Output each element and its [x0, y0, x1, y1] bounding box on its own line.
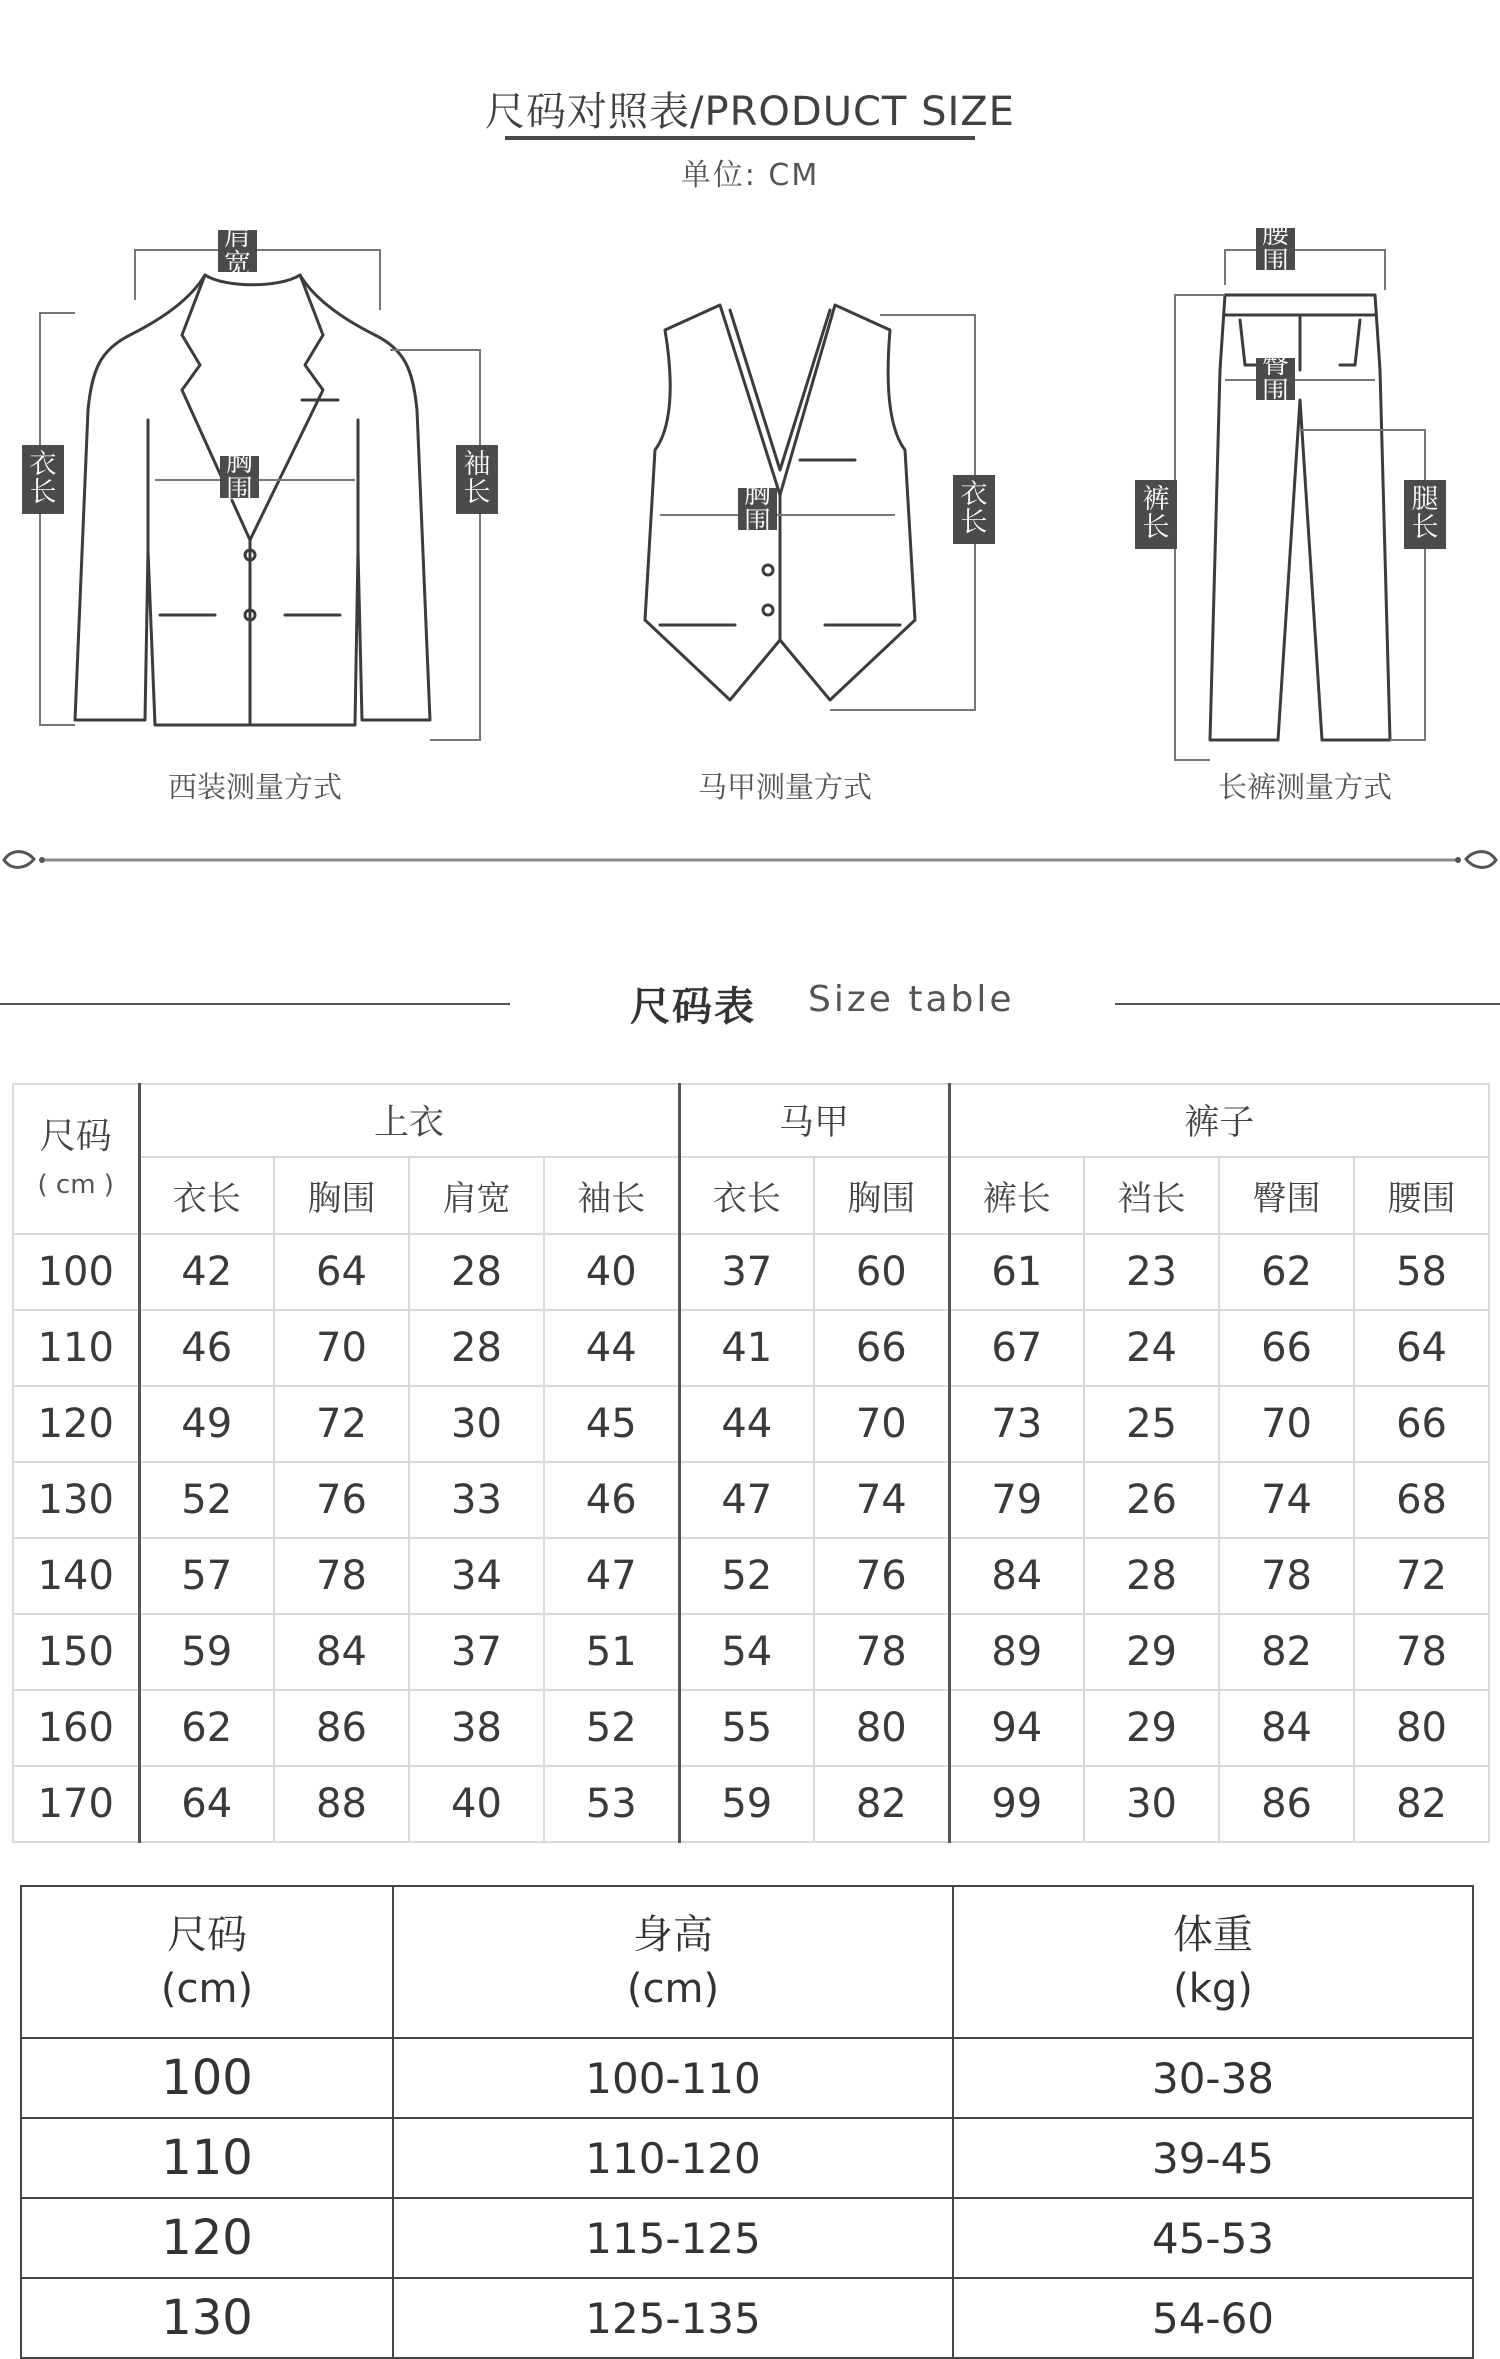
- size-table-title-cn: 尺码表: [630, 984, 756, 1030]
- table-cell: 86: [274, 1690, 409, 1766]
- height-cell: 115-125: [393, 2198, 953, 2278]
- height-cell: 125-135: [393, 2278, 953, 2358]
- table-cell: 84: [949, 1538, 1084, 1614]
- table-row: [13, 1462, 1489, 1538]
- subheader-cell: 胸围: [814, 1157, 949, 1234]
- height-cell: 110-120: [393, 2118, 953, 2198]
- size-cell: 150: [13, 1614, 139, 1690]
- table-cell: 78: [814, 1614, 949, 1690]
- subheader-cell: 肩宽: [409, 1157, 544, 1234]
- suit-length-label: 衣长: [22, 445, 64, 514]
- table-cell: 40: [409, 1766, 544, 1842]
- weight-cell: 30-38: [953, 2038, 1473, 2118]
- table-cell: 60: [814, 1234, 949, 1310]
- table-cell: 54: [679, 1614, 814, 1690]
- table-row: [13, 1614, 1489, 1690]
- table-cell: 34: [409, 1538, 544, 1614]
- leg-length-label: 腿长: [1404, 480, 1446, 549]
- size-cell: 130: [13, 1462, 139, 1538]
- table-cell: 62: [139, 1690, 274, 1766]
- size-header: 尺码 (cm): [21, 1886, 393, 2038]
- table-row: [21, 2278, 1473, 2358]
- divider-ornament-icon: [0, 845, 1500, 875]
- table-row: [13, 1386, 1489, 1462]
- table-cell: 37: [409, 1614, 544, 1690]
- table-cell: 72: [274, 1386, 409, 1462]
- size-table-title-en: Size table: [808, 979, 1015, 1020]
- table-cell: 58: [1354, 1234, 1489, 1310]
- table-cell: 86: [1219, 1766, 1354, 1842]
- table-cell: 84: [1219, 1690, 1354, 1766]
- table-cell: 47: [679, 1462, 814, 1538]
- subheader-row: [13, 1157, 1489, 1234]
- table-cell: 52: [139, 1462, 274, 1538]
- table-cell: 40: [544, 1234, 679, 1310]
- table-cell: 70: [1219, 1386, 1354, 1462]
- group-header-jacket: 上衣: [139, 1084, 679, 1157]
- table-cell: 80: [1354, 1690, 1489, 1766]
- table-cell: 37: [679, 1234, 814, 1310]
- table-cell: 30: [1084, 1766, 1219, 1842]
- table-cell: 94: [949, 1690, 1084, 1766]
- subheader-cell: 衣长: [679, 1157, 814, 1234]
- height-cell: 100-110: [393, 2038, 953, 2118]
- unit-label: 单位: CM: [680, 158, 820, 193]
- header-row: [21, 1886, 1473, 2038]
- table-cell: 57: [139, 1538, 274, 1614]
- vest-drawing: [645, 305, 915, 700]
- weight-cell: 54-60: [953, 2278, 1473, 2358]
- table-cell: 29: [1084, 1690, 1219, 1766]
- title-underline: [505, 136, 975, 140]
- table-row: [13, 1690, 1489, 1766]
- table-cell: 66: [1354, 1386, 1489, 1462]
- size-cell: 120: [21, 2198, 393, 2278]
- table-row: [13, 1234, 1489, 1310]
- table-cell: 49: [139, 1386, 274, 1462]
- subheader-cell: 裤长: [949, 1157, 1084, 1234]
- size-cell: 160: [13, 1690, 139, 1766]
- table-cell: 45: [544, 1386, 679, 1462]
- table-cell: 78: [274, 1538, 409, 1614]
- weight-cell: 45-53: [953, 2198, 1473, 2278]
- group-header-pants: 裤子: [949, 1084, 1489, 1157]
- table-cell: 84: [274, 1614, 409, 1690]
- height-weight-table: [20, 1885, 1474, 2359]
- suit-chest-label: 胸围: [220, 456, 259, 498]
- ornamental-divider: [0, 845, 1500, 879]
- table-cell: 52: [544, 1690, 679, 1766]
- table-cell: 28: [409, 1234, 544, 1310]
- table-cell: 70: [814, 1386, 949, 1462]
- size-cell: 100: [13, 1234, 139, 1310]
- table-cell: 42: [139, 1234, 274, 1310]
- table-cell: 30: [409, 1386, 544, 1462]
- pants-length-label: 裤长: [1135, 480, 1177, 549]
- page-title: 尺码对照表/PRODUCT SIZE: [485, 89, 1015, 135]
- size-table: [12, 1083, 1490, 1843]
- table-cell: 24: [1084, 1310, 1219, 1386]
- subheader-cell: 裆长: [1084, 1157, 1219, 1234]
- vest-chest-label: 胸围: [738, 488, 777, 530]
- table-row: [21, 2198, 1473, 2278]
- table-cell: 74: [814, 1462, 949, 1538]
- table-cell: 66: [814, 1310, 949, 1386]
- subheader-cell: 臀围: [1219, 1157, 1354, 1234]
- vest-caption: 马甲测量方式: [697, 770, 872, 804]
- table-cell: 51: [544, 1614, 679, 1690]
- size-cell: 120: [13, 1386, 139, 1462]
- table-cell: 28: [409, 1310, 544, 1386]
- table-cell: 88: [274, 1766, 409, 1842]
- subheader-cell: 衣长: [139, 1157, 274, 1234]
- table-row: [13, 1538, 1489, 1614]
- pants-caption: 长裤测量方式: [1217, 770, 1392, 804]
- table-cell: 25: [1084, 1386, 1219, 1462]
- weight-header: 体重 (kg): [953, 1886, 1473, 2038]
- table-cell: 82: [1219, 1614, 1354, 1690]
- hip-label: 臀围: [1256, 358, 1295, 400]
- table-cell: 73: [949, 1386, 1084, 1462]
- pants-drawing: [1210, 295, 1390, 740]
- table-row: [13, 1766, 1489, 1842]
- table-cell: 62: [1219, 1234, 1354, 1310]
- table-cell: 29: [1084, 1614, 1219, 1690]
- table-cell: 72: [1354, 1538, 1489, 1614]
- table-cell: 47: [544, 1538, 679, 1614]
- table-cell: 76: [274, 1462, 409, 1538]
- table-cell: 55: [679, 1690, 814, 1766]
- table-cell: 33: [409, 1462, 544, 1538]
- table-cell: 53: [544, 1766, 679, 1842]
- table-cell: 78: [1219, 1538, 1354, 1614]
- waist-label: 腰围: [1256, 228, 1295, 270]
- weight-cell: 39-45: [953, 2118, 1473, 2198]
- size-cell: 130: [21, 2278, 393, 2358]
- table-row: [21, 2118, 1473, 2198]
- table-cell: 41: [679, 1310, 814, 1386]
- suit-caption: 西装测量方式: [167, 770, 342, 804]
- table-cell: 61: [949, 1234, 1084, 1310]
- table-cell: 59: [139, 1614, 274, 1690]
- table-row: [13, 1310, 1489, 1386]
- size-corner-header: 尺码 ( cm ): [13, 1084, 139, 1234]
- table-cell: 44: [679, 1386, 814, 1462]
- vest-length-label: 衣长: [953, 475, 995, 544]
- subheader-cell: 胸围: [274, 1157, 409, 1234]
- table-cell: 46: [139, 1310, 274, 1386]
- shoulder-width-label: 肩宽: [218, 230, 257, 272]
- table-cell: 70: [274, 1310, 409, 1386]
- height-header: 身高 (cm): [393, 1886, 953, 2038]
- size-cell: 170: [13, 1766, 139, 1842]
- table-cell: 78: [1354, 1614, 1489, 1690]
- table-cell: 67: [949, 1310, 1084, 1386]
- table-cell: 89: [949, 1614, 1084, 1690]
- group-header-vest: 马甲: [679, 1084, 949, 1157]
- table-cell: 23: [1084, 1234, 1219, 1310]
- table-cell: 59: [679, 1766, 814, 1842]
- subheader-cell: 腰围: [1354, 1157, 1489, 1234]
- table-cell: 52: [679, 1538, 814, 1614]
- title-rule-right: [1115, 1003, 1500, 1005]
- sleeve-length-label: 袖长: [456, 445, 498, 514]
- table-cell: 46: [544, 1462, 679, 1538]
- table-cell: 28: [1084, 1538, 1219, 1614]
- title-rule-left: [0, 1003, 510, 1005]
- size-cell: 110: [21, 2118, 393, 2198]
- table-cell: 38: [409, 1690, 544, 1766]
- table-cell: 82: [814, 1766, 949, 1842]
- table-cell: 44: [544, 1310, 679, 1386]
- table-cell: 80: [814, 1690, 949, 1766]
- table-cell: 82: [1354, 1766, 1489, 1842]
- size-cell: 110: [13, 1310, 139, 1386]
- table-cell: 99: [949, 1766, 1084, 1842]
- size-cell: 100: [21, 2038, 393, 2118]
- table-cell: 76: [814, 1538, 949, 1614]
- table-cell: 64: [1354, 1310, 1489, 1386]
- table-cell: 64: [139, 1766, 274, 1842]
- table-cell: 66: [1219, 1310, 1354, 1386]
- table-row: [21, 2038, 1473, 2118]
- table-cell: 74: [1219, 1462, 1354, 1538]
- table-cell: 64: [274, 1234, 409, 1310]
- table-cell: 26: [1084, 1462, 1219, 1538]
- size-cell: 140: [13, 1538, 139, 1614]
- table-cell: 68: [1354, 1462, 1489, 1538]
- table-cell: 79: [949, 1462, 1084, 1538]
- subheader-cell: 袖长: [544, 1157, 679, 1234]
